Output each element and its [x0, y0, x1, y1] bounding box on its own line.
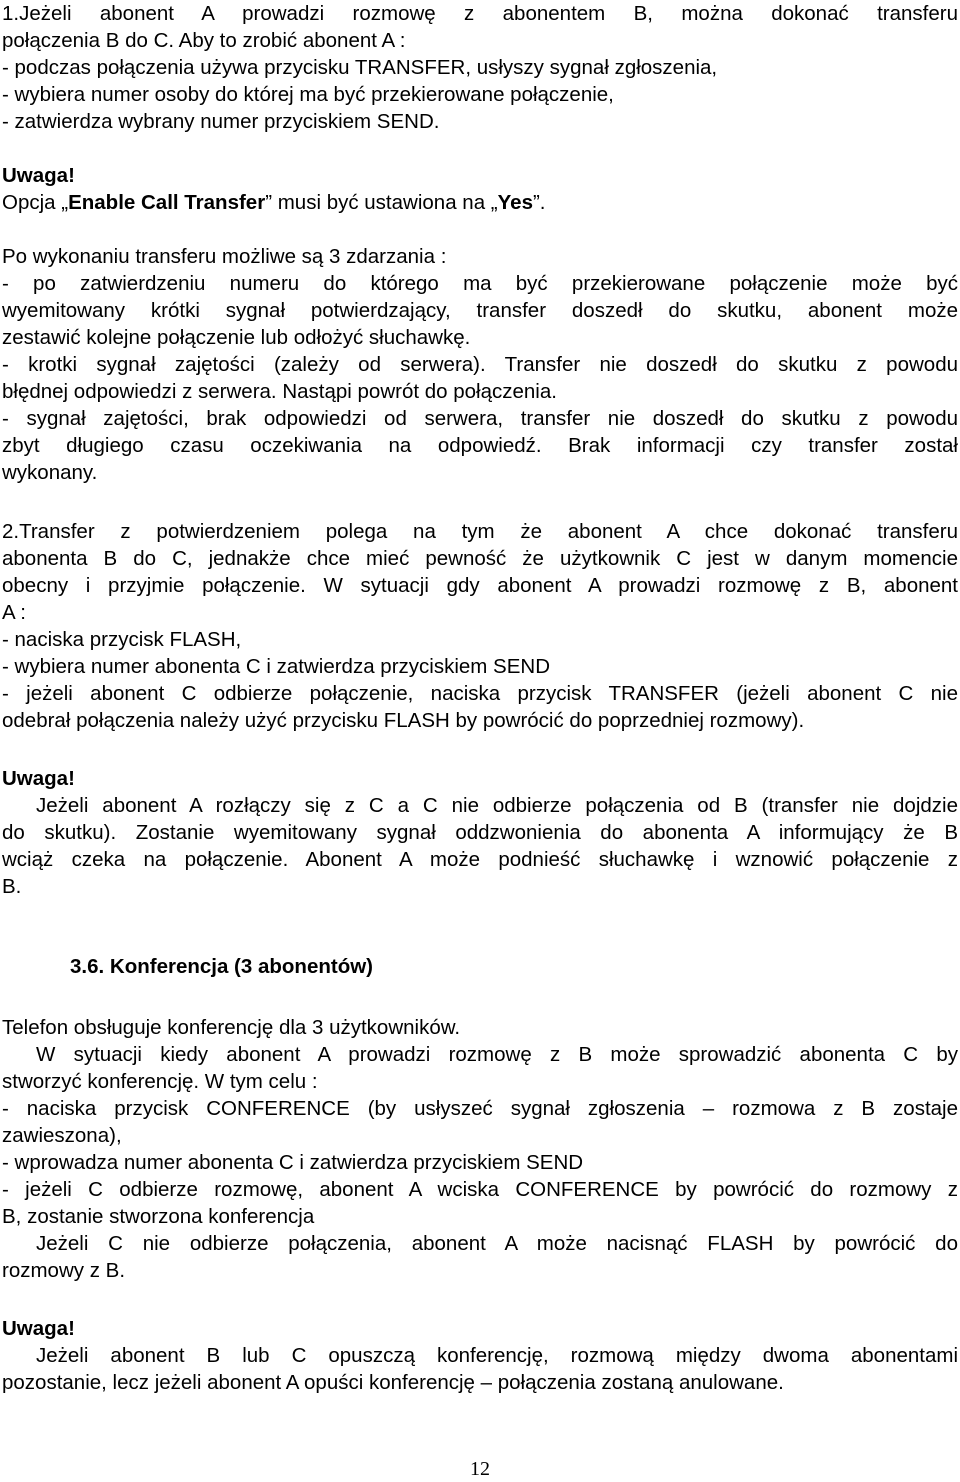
section1-line: połączenia B do C. Aby to zrobić abonent A :: [2, 29, 406, 52]
section1-line: - zatwierdza wybrany numer przyciskiem SEND.: [2, 110, 440, 133]
section1-line: - podczas połączenia używa przycisku TRANSFER, usłyszy sygnał zgłoszenia,: [2, 56, 718, 79]
conference-line: Telefon obsługuje konferencję dla 3 użytkowników.: [2, 1016, 461, 1039]
outcomes-line: zestawić kolejne połączenie lub odłożyć słuchawkę.: [2, 326, 471, 349]
outcomes-line: wykonany.: [2, 461, 98, 484]
conference-line: Jeżeli C nie odbierze połączenia, abonent A może nacisnąć FLASH by powrócić do: [36, 1232, 958, 1255]
section2-line: A :: [2, 601, 26, 624]
option-name: Enable Call Transfer: [68, 191, 266, 214]
conference-line: stworzyć konferencję. W tym celu :: [2, 1070, 318, 1093]
section2-line: odebrał połączenia należy użyć przycisku FLASH by powrócić do poprzedniej rozmowy).: [2, 709, 805, 732]
note-title: Uwaga!: [2, 164, 75, 187]
section2-line: obecny i przyjmie połączenie. W sytuacji gdy abonent A prowadzi rozmowę z B, abonent: [2, 574, 958, 597]
note2-line: wciąż czeka na połączenie. Abonent A może podnieść słuchawkę i wznowić połączenie z: [2, 848, 958, 871]
note-option-line: [2, 189, 958, 216]
option-value: Yes: [497, 191, 533, 214]
section2-line: abonenta B do C, jednakże chce mieć pewność że użytkownik C jest w danym momencie: [2, 547, 958, 570]
page-number: 12: [470, 1458, 490, 1480]
section2-line: - jeżeli abonent C odbierze połączenie, naciska przycisk TRANSFER (jeżeli abonent C nie: [2, 682, 958, 705]
conference-line: - wprowadza numer abonenta C i zatwierdza przyciskiem SEND: [2, 1151, 584, 1174]
outcomes-line: wyemitowany krótki sygnał potwierdzający, transfer doszedł do skutku, abonent może: [2, 299, 958, 322]
outcomes-line: - krotki sygnał zajętości (zależy od serwera). Transfer nie doszedł do skutku z powodu: [2, 353, 958, 376]
section2-line: 2.Transfer z potwierdzeniem polega na tym że abonent A chce dokonać transferu: [2, 520, 958, 543]
note-title: Uwaga!: [2, 767, 75, 790]
section-heading: 3.6. Konferencja (3 abonentów): [70, 955, 373, 978]
conference-line: - jeżeli C odbierze rozmowę, abonent A wciska CONFERENCE by powrócić do rozmowy z: [2, 1178, 958, 1201]
outcomes-line: - po zatwierdzeniu numeru do którego ma być przekierowane połączenie może być: [2, 272, 958, 295]
section1-line: - wybiera numer osoby do której ma być przekierowane połączenie,: [2, 83, 614, 106]
note-text: ” musi być ustawiona na „: [265, 191, 498, 214]
outcomes-line: błędnej odpowiedzi z serwera. Nastąpi powrót do połączenia.: [2, 380, 557, 403]
conference-line: zawieszona),: [2, 1124, 122, 1147]
section1-line: 1.Jeżeli abonent A prowadzi rozmowę z abonentem B, można dokonać transferu: [2, 2, 958, 25]
conference-line: W sytuacji kiedy abonent A prowadzi rozmowę z B może sprowadzić abonenta C by: [36, 1043, 958, 1066]
note2-line: Jeżeli abonent A rozłączy się z C a C nie odbierze połączenia od B (transfer nie dojdzie: [36, 794, 958, 817]
note-title: Uwaga!: [2, 1317, 75, 1340]
outcomes-line: zbyt długiego czasu oczekiwania na odpowiedź. Brak informacji czy transfer został: [2, 434, 958, 457]
note3-line: Jeżeli abonent B lub C opuszczą konferencję, rozmową między dwoma abonentami: [36, 1344, 958, 1367]
note3-line: pozostanie, lecz jeżeli abonent A opuści konferencję – połączenia zostaną anulowane.: [2, 1371, 784, 1394]
outcomes-line: Po wykonaniu transferu możliwe są 3 zdarzania :: [2, 245, 447, 268]
note-text: Opcja „: [2, 191, 69, 214]
note2-line: B.: [2, 875, 22, 898]
note-text: ”.: [532, 191, 546, 214]
conference-line: - naciska przycisk CONFERENCE (by usłyszeć sygnał zgłoszenia – rozmowa z B zostaje: [2, 1097, 958, 1120]
note2-line: do skutku). Zostanie wyemitowany sygnał oddzwonienia do abonenta A informujący że B: [2, 821, 958, 844]
conference-line: rozmowy z B.: [2, 1259, 126, 1282]
conference-line: B, zostanie stworzona konferencja: [2, 1205, 315, 1228]
section2-line: - naciska przycisk FLASH,: [2, 628, 242, 651]
outcomes-line: - sygnał zajętości, brak odpowiedzi od serwera, transfer nie doszedł do skutku z powodu: [2, 407, 958, 430]
section2-line: - wybiera numer abonenta C i zatwierdza przyciskiem SEND: [2, 655, 551, 678]
